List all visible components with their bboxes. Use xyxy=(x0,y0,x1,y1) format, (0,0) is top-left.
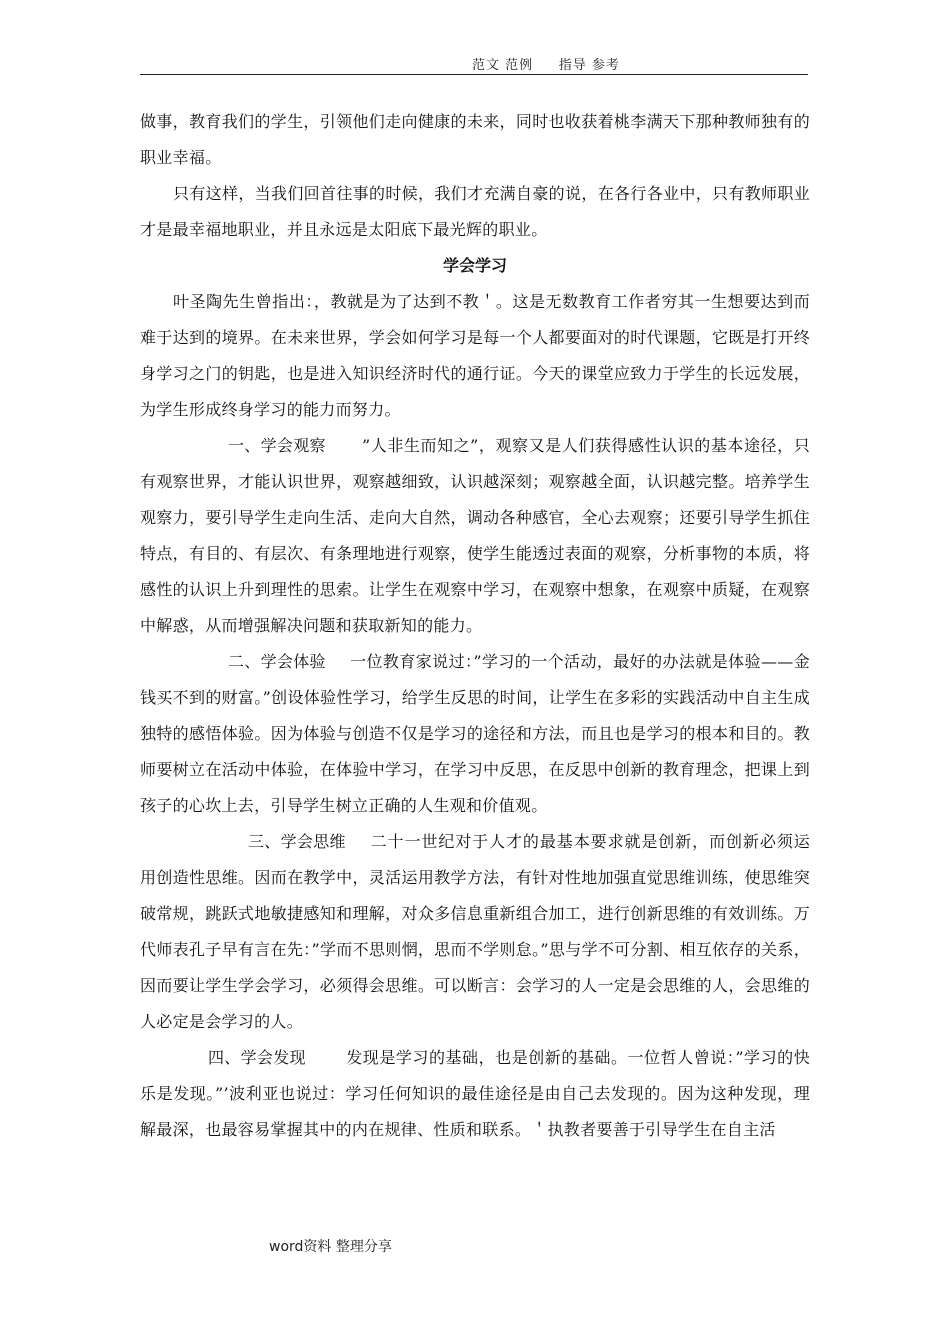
page-footer: word资料 整理分享 xyxy=(269,1239,392,1255)
point-text-thinking: 二十一世纪对于人才的最基本要求就是创新，而创新必须运用创造性思维。因而在教学中，灵活运用教学方法，有针对性地加强直觉思维训练，使思维突破常规，跳跃式地敏捷感知和理解，对众多信息重新组合加工，进行创新思维的有效训练。万代师表孔子早有言在先：”学而不思则惘，思而不学则怠。”思与学不可分割、相互依存的关系，因而要让学生学会学习，必须得会思维。可以断言：会学习的人一定是会思维的人，会思维的人必定是会学习的人。 xyxy=(140,832,810,1031)
point-paragraph-thinking xyxy=(140,824,810,1040)
point-text-observe: ”人非生而知之”，观察又是人们获得感性认识的基本途径，只有观察世界，才能认识世界，观察越细致，认识越深刻；观察越全面，认识越完整。培养学生观察力，要引导学生走向生活、走向大自然，调动各种感官，全心去观察；还要引导学生抓住特点，有目的、有层次、有条理地进行观察，使学生能透过表面的观察，分析事物的本质，将感性的认识上升到理性的思索。让学生在观察中学习，在观察中想象，在观察中质疑，在观察中解惑，从而增强解决问题和获取新知的能力。 xyxy=(140,436,810,635)
section-title: 学会学习 xyxy=(442,256,507,275)
point-heading-observe: 一、学会观察 xyxy=(228,436,326,455)
page-header xyxy=(140,52,808,75)
header-text: 范文 范例 指导 参考 xyxy=(472,58,620,73)
point-heading-experience: 二、学会体验 xyxy=(228,652,326,671)
point-heading-discovery: 四、学会发现 xyxy=(208,1048,306,1067)
point-heading-thinking: 三、学会思维 xyxy=(248,832,346,851)
point-text-discovery: 发现是学习的基础，也是创新的基础。一位哲人曾说：”学习的快乐是发现。”’波利亚也说过：学习任何知识的最佳途径是由自己去发现的。因为这种发现，理解最深，也最容易掌握其中的内在规律、性质和联系。＇执教者要善于引导学生在自主活 xyxy=(140,1048,810,1139)
point-paragraph-experience xyxy=(140,644,810,824)
continued-paragraph: 做事，教育我们的学生，引领他们走向健康的未来，同时也收获着桃李满天下那种教师独有的职业幸福。 xyxy=(140,112,810,167)
point-text-experience: 一位教育家说过：”学习的一个活动，最好的办法就是体验——金钱买不到的财富。”创设体验性学习，给学生反思的时间，让学生在多彩的实践活动中自主生成独特的感悟体验。因为体验与创造不仅是学习的途径和方法，而且也是学习的根本和目的。教师要树立在活动中体验，在体验中学习，在学习中反思，在反思中创新的教育理念，把课上到孩子的心坎上去，引导学生树立正确的人生观和价值观。 xyxy=(140,652,810,815)
point-paragraph-observe xyxy=(140,428,810,644)
point-paragraph-discovery xyxy=(140,1040,810,1148)
closing-paragraph: 只有这样，当我们回首往事的时候，我们才充满自豪的说，在各行各业中，只有教师职业才是最幸福地职业，并且永远是太阳底下最光辉的职业。 xyxy=(140,184,810,239)
section-opening-paragraph: 叶圣陶先生曾指出：，教就是为了达到不教＇。这是无数教育工作者穷其一生想要达到而难于达到的境界。在未来世界，学会如何学习是每一个人都要面对的时代课题，它既是打开终身学习之门的钥匙，也是进入知识经济时代的通行证。今天的课堂应致力于学生的长远发展，为学生形成终身学习的能力而努力。 xyxy=(140,292,810,419)
document-body xyxy=(140,104,810,1148)
